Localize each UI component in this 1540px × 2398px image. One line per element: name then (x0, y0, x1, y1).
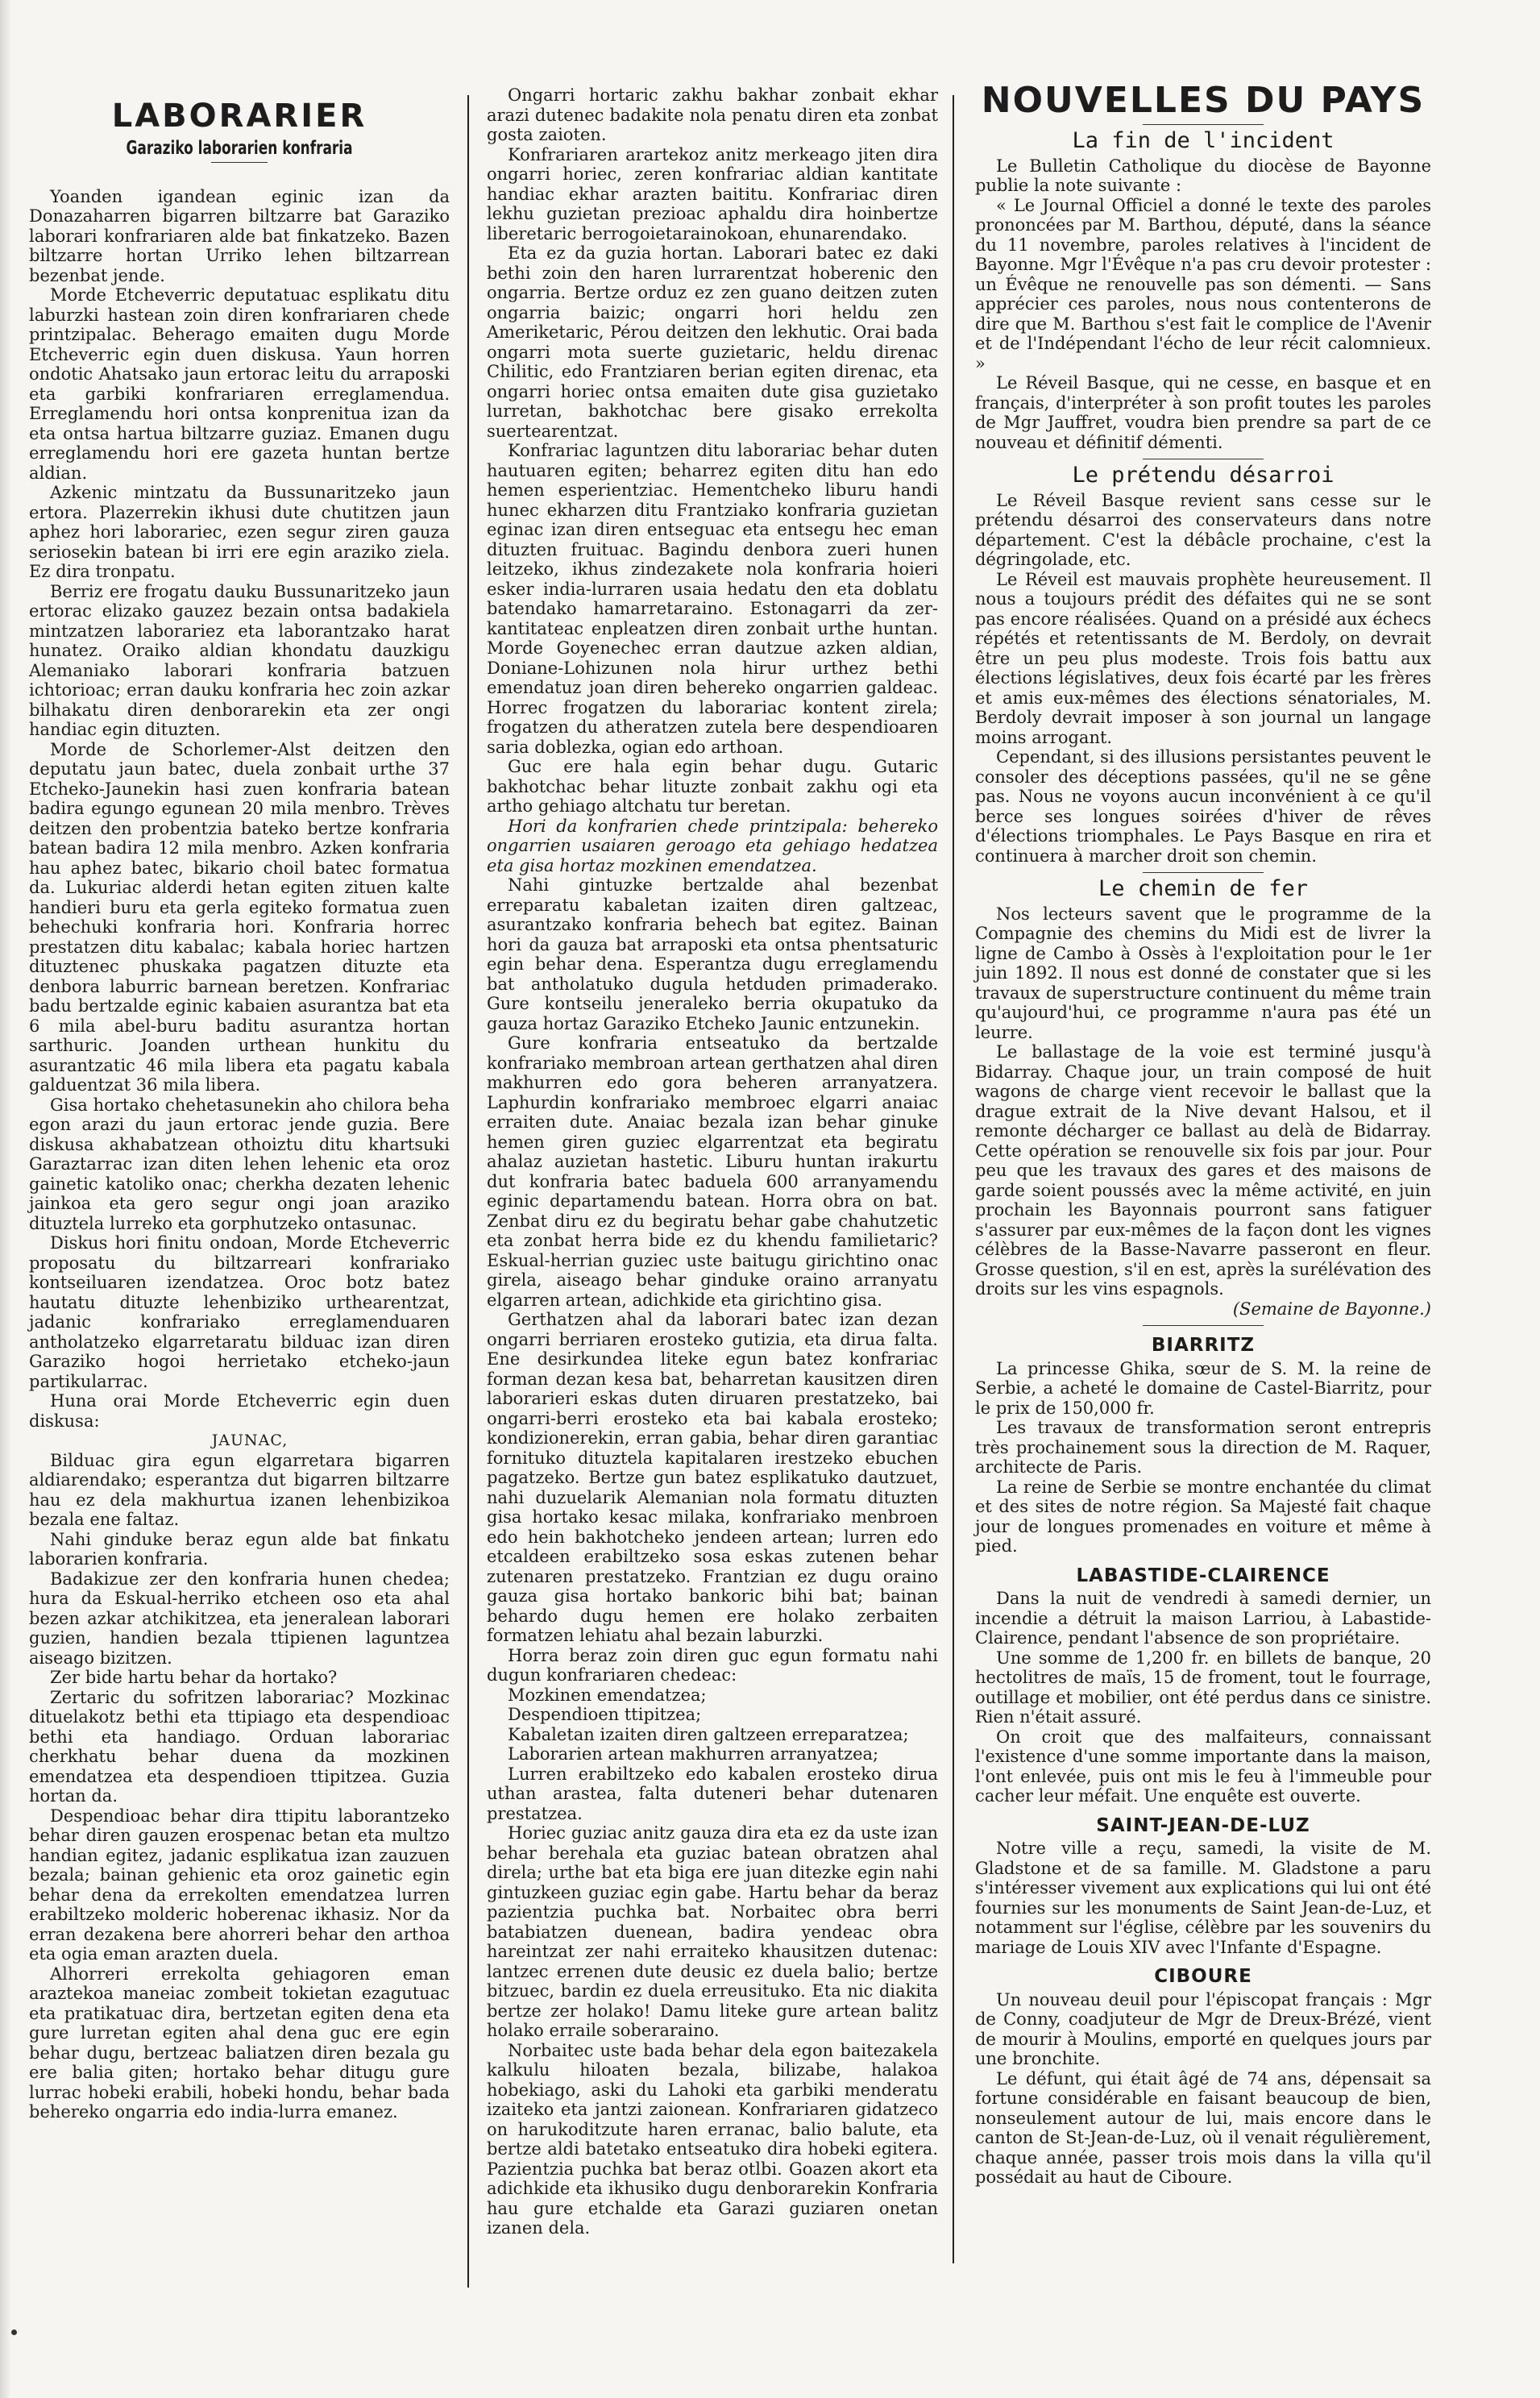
column-divider (953, 95, 954, 2263)
town-heading-ciboure: CIBOURE (1154, 1966, 1252, 1987)
town-heading-saint-jean-de-luz: SAINT-JEAN-DE-LUZ (1096, 1814, 1310, 1836)
speech-paragraph: Hori da konfrarien chede printzipala: behereko ongarrien usaiaren geroago eta gehiago hedatzea eta gisa hortaz mozkinen emendatzea. (487, 816, 938, 875)
column-divider (467, 95, 469, 2288)
news-paragraph: Les travaux de transformation seront entrepris très prochainement sous la direction de M. Raquer, architecte de Paris. (975, 1418, 1431, 1477)
page-edge-shadow (0, 0, 11, 2398)
speech-paragraph: Badakizue zer den konfraria hunen chedea; hura da Eskual-herriko etcheen oso eta ahal bezen azkar atchikitzea, eta jeneralean laborari guzien, handien bezala ttipienen laguntzea aiseago bizitzen. (29, 1569, 450, 1668)
speech-paragraph: Zer bide hartu behar da hortako? (50, 1668, 338, 1687)
news-paragraph: Notre ville a reçu, samedi, la visite de M. Gladstone et de sa famille. M. Gladstone a paru s'intéresser vivement aux explications qui lui ont été fournies sur les monuments de Saint Jean-de-Luz, et notamment sur l'église, célèbre par les souvenirs du mariage de Louis XIV avec l'Infante d'Espagne. (975, 1839, 1431, 1957)
nouvelles-title: NOUVELLES DU PAYS (981, 80, 1426, 121)
title-divider (1143, 124, 1264, 125)
speech-paragraph: Despendioac behar dira ttipitu laborantzeko behar diren gauzen erospenac betan eta multzo handian egitez, jadanic esplikatua izan zauzuen bezala; bainan gehienic eta oroz gainetic egin behar dena da errekolten emendatzea lurren erabiltzeko molderic hoberenac ikhasiz. Nor da erran dezakena bere ahorreri behar den arthoa eta ogia eman arazten duela. (29, 1806, 450, 1964)
section-heading: La fin de l'incident (1072, 128, 1335, 153)
section-divider (1143, 872, 1264, 873)
speech-paragraph: Norbaitec uste bada behar dela egon baitezakela kalkulu hiloaten bezala, bilizabe, halakoa hobekiago, aski du Lahoki eta garbiki menderatu izaiteko eta jantzi zaionean. Konfrariaren gidatzeco on harukoditzute haren erranac, balio balute, eta bertze aldi batetako entseatuko dira hobeki egitera. Pazientzia puchka bat beraz otlbi. Goazen akort eta adichkide eta ikhusiko dugu denborarekin Konfraria hau gure etchalde eta Garazi guziaren onetan izanen dela. (487, 2040, 938, 2238)
speech-paragraph: Zertaric du sofritzen laborariac? Mozkinac dituelakotz bethi eta ttipiago eta despendioac bethi eta handiago. Orduan laborariac cherkhatu behar duena da mozkinen emendatzea eta despendioen ttipitzea. Guzia hortan da. (29, 1687, 450, 1806)
news-paragraph: Le Réveil Basque, qui ne cesse, en basque et en français, d'interpréter à son profit toutes les paroles de Mgr Jauffret, voudra bien prendre sa part de ce nouveau et définitif démenti. (975, 373, 1431, 452)
news-paragraph: La reine de Serbie se montre enchantée du climat et des sites de notre région. Sa Majesté fait chaque jour de longues promenades en voiture et même à pied. (975, 1477, 1431, 1556)
laborarier-subtitle: Garaziko laborarien konfraria (126, 138, 353, 159)
news-paragraph: Dans la nuit de vendredi à samedi dernier, un incendie a détruit la maison Larriou, à Labastide-Clairence, pendant l'absence de son propriétaire. (975, 1589, 1431, 1648)
speech-paragraph: Nahi gintuzke bertzalde ahal bezenbat erreparatu kabaletan izaiten diren galtzeac, asurantzako konfraria behech bat egitez. Bainan hori da gauza bat arraposki eta ontsa phentsaturic egin behar dena. Esperantza dugu erreglamendu bat antholatuko dugula hetduden primaderako. Gure kontseilu jeneraleko berria okupatuko da gauza hortaz Garaziko Etcheko Jaunic entzunekin. (487, 875, 938, 1033)
speech-paragraph: Nahi ginduke beraz egun alde bat finkatu laborarien konfraria. (29, 1529, 450, 1569)
speech-paragraph: Ongarri hortaric zakhu bakhar zonbait ekhar arazi dutenec badakite nola penatu diren eta zonbat gosta zaioten. (487, 85, 938, 144)
speech-paragraph: Eta ez da guzia hortan. Laborari batec ez daki bethi zoin den haren lurrarentzat hoberenic den ongarria. Bertze orduz ez zen guano deitzen zuten ongarria baizic; ongarri hori heldu zen Ameriketaric, Pérou deitzen den lekhutic. Orai bada ongarri mota suerte guzietaric, heldu direnac Chilitic, edo Frantziaren berian egiten direnac, eta ongarri horiec ontsa emaiten dute gisa guzietako lurretan, bakhotchac bere gisako errekolta suertearentzat. (487, 243, 938, 441)
speech-paragraph: Alhorreri errekolta gehiagoren eman araztekoa maneiac zombeit tokietan ezagutuac eta pratikatuac dira, bertzetan egiten dena eta gure lurretan egiten ahal dena guc ere egin behar dugu, bertzeac baliatzen diren bezala gu ere balia giten; hortako behar ditugu gure lurrac hobeki erabili, hobeki hondu, behar bada behereko ongarria edo india-lurra emanez. (29, 1964, 450, 2122)
news-paragraph: On croit que des malfaiteurs, connaissant l'existence d'une somme importante dans la maison, l'ont enlevée, puis ont mis le feu à l'immeuble pour cacher leur méfait. Une enquête est ouverte. (975, 1727, 1431, 1806)
goal-list-item: Kabaletan izaiten diren galtzeen erreparatzea; (508, 1724, 909, 1744)
speech-paragraph: Bilduac gira egun elgarretara bigarren aldiarendako; esperantza dut bigarren biltzarre hau ez dela makhurtua izanen lehenbizikoa bezala ene faltaz. (29, 1450, 450, 1529)
section-divider (1143, 1325, 1264, 1326)
goal-list-item: Laborarien artean makhurren arranyatzea; (508, 1744, 879, 1764)
article-paragraph: Huna orai Morde Etcheverric egin duen diskusa: (29, 1391, 450, 1431)
article-paragraph: Gisa hortako chehetasunekin aho chilora beha egon arazi du jaun ertorac jende guzia. Bere diskusa akhabatzean othoiztu ditu khartsuki Garaztarrac izan diten lehen lehenic eta oroz gainetic katoliko onac; cherkha dezaten lehenic jainkoa eta gero segur ongi joan araziko dituztela lurreko eta gorphutzeko ontasunac. (29, 1095, 450, 1233)
news-paragraph: Une somme de 1,200 fr. en billets de banque, 20 hectolitres de maïs, 15 de froment, tout le fourrage, outillage et mobilier, ont été perdus dans ce sinistre. Rien n'était assuré. (975, 1648, 1431, 1727)
news-paragraph: La princesse Ghika, sœur de S. M. la reine de Serbie, a acheté le domaine de Castel-Biarritz, pour le prix de 150,000 fr. (975, 1358, 1431, 1418)
article-paragraph: Morde de Schorlemer-Alst deitzen den deputatu jaun batec, duela zonbait urthe 37 Etcheko-Jaunekin hasi zuen konfraria batean badira egungo egunean 20 mila menbro. Trèves deitzen den probentzia bateko bertze konfraria batean badira 12 mila menbro. Azken konfraria hau aphez batec, bikario choil batec formatua da. Lukuriac alderdi hetan egiten zituen kalte handieri buru eta gerla egiteko formatua zuen behechuki konfraria hori. Konfraria horrec prestatzen ditu kabalac; kabala horiec hartzen dituztenec phuskaka pagatzen dituzte eta denbora laburric barnean beretzen. Konfrariac badu bertzalde eginic kabaien asurantza bat eta 6 mila abel-buru baditu asurantza hortan sarthuric. Joanden urthean hunkitu du asurantzatic 46 mila libera eta pagatu kabala galduentzat 36 mila libera. (29, 739, 450, 1095)
news-paragraph: Le Réveil est mauvais prophète heureusement. Il nous a toujours prédit des défaites qui ne se sont pas encore réalisées. Quand on a présidé aux échecs répétés et retentissants de M. Berdoly, on devrait être un peu plus modeste. Trois fois battu aux élections législatives, deux fois écarté par les frères et amis eux-mêmes des élections sénatoriales, M. Berdoly devrait imposer à son journal un langage moins arrogant. (975, 569, 1431, 747)
news-paragraph: Le Réveil Basque revient sans cesse sur le prétendu désarroi des conservateurs dans notre département. C'est la débâcle prochaine, c'est la dégringolade, etc. (975, 490, 1431, 569)
speech-paragraph: Konfrariac laguntzen ditu laborariac behar duten hautuaren egiten; beharrez egiten ditu han edo hemen esperientziac. Hementcheko liburu handi hunec ekharzen ditu Frantziako konfraria guzietan eginac izan diren entseguac eta entsegu hec eman dituzten fruituac. Bagindu denbora zueri hunen leitzeko, ikhus zindezakete nola konfraria hoieri esker india-lurraren usaia hedatu den eta doblatu batendako hamarretaraino. Estonagarri da zer-kantitateac enpleatzen diren zonbait urthe huntan. Morde Goyenechec erran dautzue azken aldian, Doniane-Lohizunen nola hirur urthez bethi emendatuz joan diren behereko ongarrien galdeac. Horrec frogatzen du laborariac kontent zirela; frogatzen du atheratzen zutela bere despendioaren saria doblezka, ogian edo arthoan. (487, 441, 938, 757)
town-heading-biarritz: BIARRITZ (1151, 1335, 1256, 1356)
news-paragraph: Le défunt, qui était âgé de 74 ans, dépensait sa fortune considérable en faisant beaucoup de bien, nonseulement autour de lui, mais encore dans le canton de St-Jean-de-Luz, où il venait régulièrement, chaque année, passer trois mois dans la villa qu'il possédait au haut de Ciboure. (975, 2068, 1431, 2187)
column-nouvelles (975, 81, 1431, 2188)
article-paragraph: Azkenic mintzatu da Bussunaritzeko jaun ertora. Plazerrekin ikhusi dute chutitzen jaun aphez hori laborariec, ezen segur ziren gauza seriosekin batean bi irri ere egin araziko ziela. Ez dira tronpatu. (29, 483, 450, 581)
section-heading: Le chemin de fer (1098, 876, 1309, 901)
goal-list-item: Lurren erabiltzeko edo kabalen erosteko dirua uthan arastea, falta duteneri behar dutenaren prestatzea. (487, 1764, 938, 1823)
laborarier-title: LABORARIER (111, 98, 367, 135)
subtitle-divider (211, 162, 268, 163)
news-paragraph: Le ballastage de la voie est terminé jusqu'à Bidarray. Chaque jour, un train composé de huit wagons de charge vient recevoir le ballast que la drague extrait de la Nive devant Halsou, et il remonte décharger ce ballast au delà de Bidarray. Cette opération se renouvelle six fois par jour. Pour peu que les travaux des gares et des maisons de garde soient poussés avec la même activité, en juin prochain les Bayonnais pourront sans fatiguer s'assurer par eux-mêmes de la façon dont les vignes célèbres de la Basse-Navarre passeront en fleur. Grosse question, s'il en est, après la surélévation des droits sur les vins espagnols. (975, 1042, 1431, 1299)
goal-list-item: Mozkinen emendatzea; (508, 1685, 707, 1705)
speech-paragraph: Gerthatzen ahal da laborari batec izan dezan ongarri berriaren erosteko gutizia, eta dirua falta. Ene desirkundea liteke egun batez konfrariac forman dezan kesa bat, beharretan kausitzen diren laborarieri eskas duten diruaren prestatzeko, bai ongarri-berri erosteko eta bai kabala erosteko; kondizionerekin, erran gabia, behar diren garantiac fornituko dituztela kapitalaren irestzeko ebuchen pagatzeko. Bertze gun batez esplikatuko dautzuet, nahi duzuelarik Alemanian nola formatu dituzten gisa hortako kesac milaka, konfrariako menbroen edo hein bakhotcheko jendeen artean; lurren edo etcaldeen erabiltzeko sosa eskas zutenen behar zutenaren prestatzeko. Frantzian ez dugu oraino gauza gisa hortako bankoric bihi bat; bainan behardo dugu hemen ere holako zerbaiten formatzen lehiatu ahal bezain laburzki. (487, 1310, 938, 1645)
section-heading: Le prétendu désarroi (1072, 463, 1335, 488)
speech-paragraph: Gure konfraria entseatuko da bertzalde konfrariako membroan artean gerthatzen ahal diren makhurren edo gora beheren arranyatzera. Laphurdin konfrariako membroec elgarri anaiac erraiten dute. Anaiac bezala izan behar ginuke hemen giren guziec elgarrentzat eta begiratu ahalaz auzietan hastetic. Liburu huntan irakurtu dut konfraria batec baduela 600 arranyamendu eginic departamendu batean. Horra obra on bat. Zenbat diru ez du begiratu behar gabe chahutzetic eta zonbat herra bide ez du khendu familietaric? Eskual-herrian guziec uste baitugu girichtino onac girela, aiseago behar ginduke oraino arranyatu elgarren artean, adichkide eta girichtino gisa. (487, 1033, 938, 1310)
news-paragraph: « Le Journal Officiel a donné le texte des paroles prononcées par M. Barthou, député, dans la séance du 11 novembre, paroles relatives à l'incident de Bayonne. Mgr l'Évêque n'a pas cru devoir protester : un Évêque ne renouvelle pas son démenti. — Sans apprécier ces paroles, nous nous contenterons de dire que M. Barthou s'est fait le complice de l'Avenir et de l'Indépendant l'écho de leur récit calomnieux. » (975, 195, 1431, 373)
column-speech-continued (487, 85, 938, 2238)
news-paragraph: Le Bulletin Catholique du diocèse de Bayonne publie la note suivante : (975, 156, 1431, 195)
news-paragraph: Un nouveau deuil pour l'épiscopat français : Mgr de Conny, coadjuteur de Mgr de Dreux-Brézé, vient de mourir à Moulins, emporté en quelques jours par une bronchite. (975, 1989, 1431, 2068)
article-paragraph: Diskus hori finitu ondoan, Morde Etcheverric proposatu du biltzarreari konfrariako kontseiluaren izendatzea. Oroc botz batez hautatu dituzte lehenbiziko urthearentzat, jadanic konfrariako erreglamenduaren antholatzeko elgarretaratu bilduac izan diren Garaziko hogoi herrietako etcheko-jaun partikularrac. (29, 1233, 450, 1391)
article-paragraph: Morde Etcheverric deputatuac esplikatu ditu laburzki hastean zoin diren konfrariaren chede printzipalac. Beherago emaiten dugu Morde Etcheverric egin duen diskusa. Yaun horren ondotic Ahatsako jaun ertorac leitu du arraposki eta garbiki konfrariaren erreglamendua. Erreglamendu hori ontsa konprenitua izan da eta ontsa hartua biltzarre guziaz. Emanen dugu erreglamendu hori ere gazeta huntan bertze aldian. (29, 285, 450, 483)
speech-paragraph: Guc ere hala egin behar dugu. Gutaric bakhotchac behar lituzte zonbait zakhu ogi eta artho gehiago altchatu tur beretan. (487, 757, 938, 816)
speech-paragraph: Horiec guziac anitz gauza dira eta ez da uste izan behar berehala eta guziac batean obratzen ahal direla; urthe bat eta biga ere juan ditezke egin nahi gintuzkeen guziac egin gabe. Hartu behar da beraz pazientzia puchka bat. Norbaitec obra berri batabiatzen duenean, badira yendeac obra hareintzat zer nahi erraiteko khausitzen dutenac: lantzec errenen dute deusic ez duela balio; bertze bitzuec, bardin ez duela erreusituko. Eta nic diakita bertze zer holako! Damu liteke gure artean balitz holako erraile soberaraino. (487, 1823, 938, 2040)
article-paragraph: Yoanden igandean eginic izan da Donazaharren bigarren biltzarre bat Garaziko laborari konfrariaren alde bat finkatzeko. Bazen biltzarre hortan Urriko lehen biltzarrean bezenbat jende. (29, 186, 450, 285)
town-heading-labastide: LABASTIDE-CLAIRENCE (1076, 1565, 1330, 1586)
news-paragraph: Cependant, si des illusions persistantes peuvent le consoler des déceptions passées, qu'il ne se gêne pas. Nous ne voyons aucun inconvénient à ce qu'il berce ses longues soirées d'hiver de rêves d'élections triomphales. Le Pays Basque en rira et continuera à marcher droit son chemin. (975, 747, 1431, 866)
speech-paragraph: Konfrariaren arartekoz anitz merkeago jiten dira ongarri horiec, zeren konfrariac aldian kantitate handiac ekhar arazten baititu. Konfrariac diren lekhu guzietan prezioac aphaldu dira hoinbertze liberetaric berrogoietarainokoan, ehunarendako. (487, 144, 938, 243)
speech-paragraph: Horra beraz zoin diren guc egun formatu nahi dugun konfrariaren chedeac: (487, 1645, 938, 1685)
column-laborarier (29, 89, 450, 2122)
news-paragraph: Nos lecteurs savent que le programme de la Compagnie des chemins du Midi est de livrer la ligne de Cambo à Ossès à l'exploitation pour le 1er juin 1892. Il nous est donné de constater que si les travaux de superstructure continuent du même train qu'aujourd'hui, ce programme n'aura pas été un leurre. (975, 904, 1431, 1042)
speech-salutation: JAUNAC, (211, 1432, 288, 1449)
goal-list-item: Despendioen ttipitzea; (508, 1705, 702, 1724)
margin-dot (11, 2329, 17, 2335)
article-paragraph: Berriz ere frogatu dauku Bussunaritzeko jaun ertorac elizako gauzez bezain ontsa badakiela mintzatzen laborariez eta laborantzako harat hunatez. Oraiko aldian khondatu dauzkigu Alemaniako laborari konfraria batzuen ichtorioac; erran dauku konfraria hec zoin azkar bilhakatu diren denborarekin eta zer ongi handiac egin dituzten. (29, 581, 450, 739)
source-signature: (Semaine de Bayonne.) (1232, 1299, 1431, 1319)
